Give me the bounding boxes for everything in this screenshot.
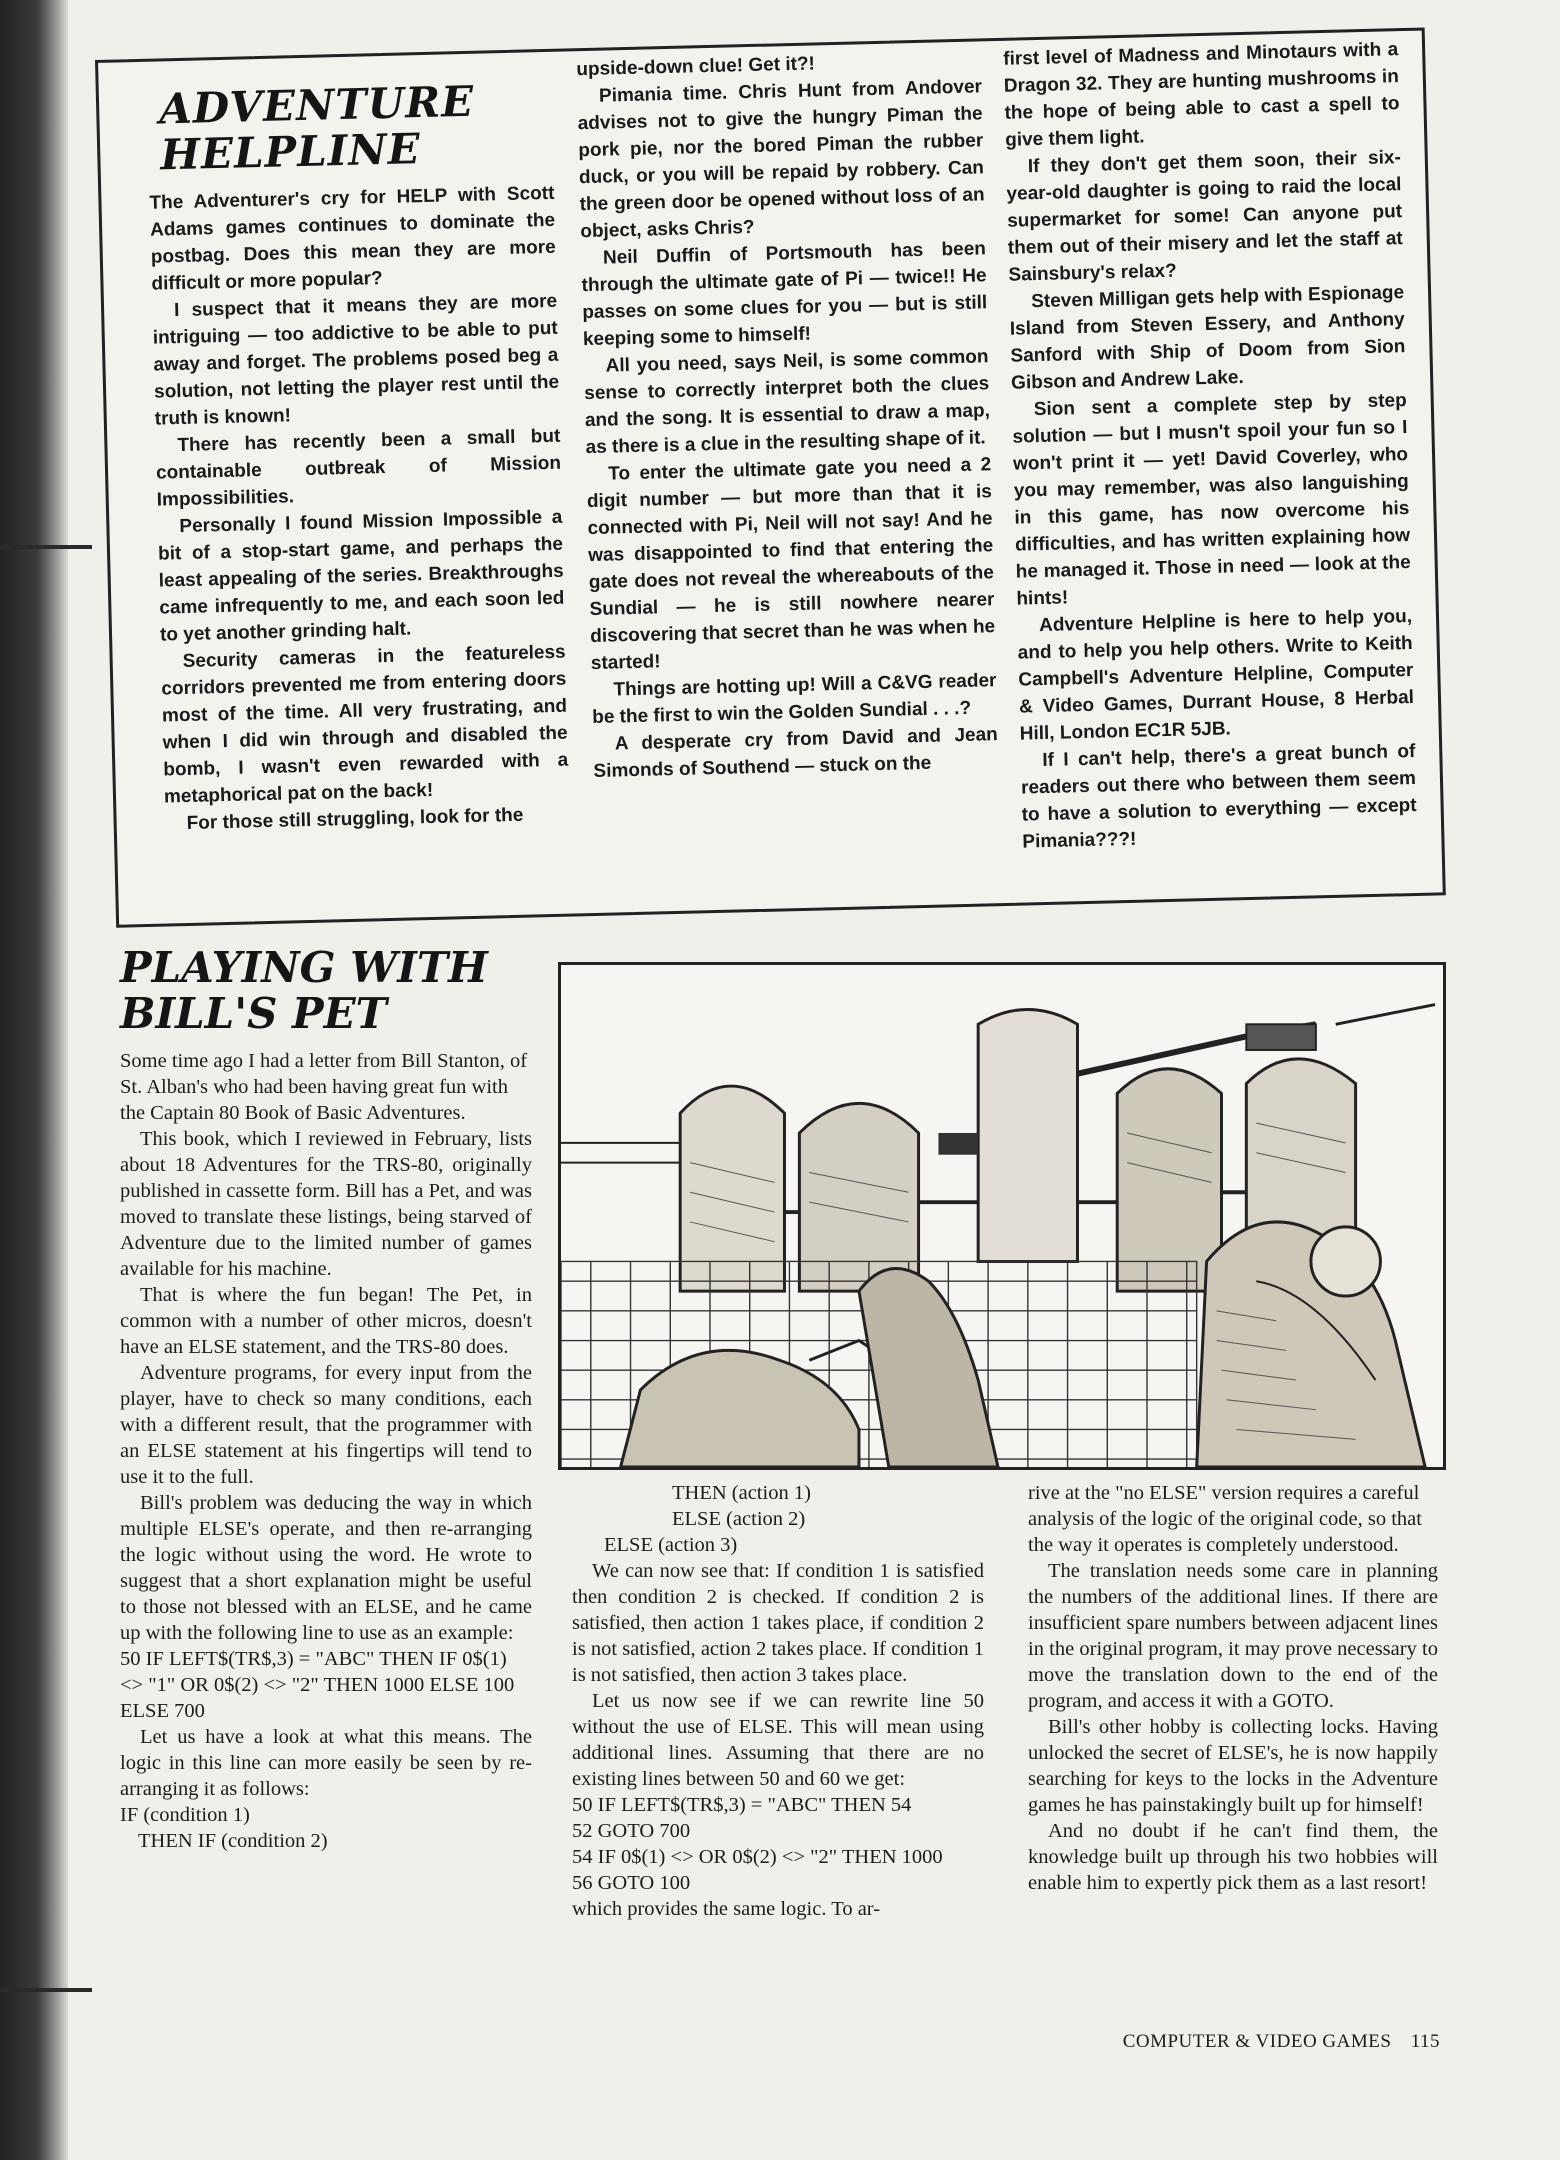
footer-magazine-name: COMPUTER & VIDEO GAMES [1122,2031,1392,2052]
paragraph: I suspect that it means they are more intriguing — too addictive to be able to put away and forget. The problems posed beg a solution, not letting the player rest until the truth is known! [152,290,560,430]
paragraph: We can now see that: If condition 1 is satisfied then condition 2 is checked. If condition 2 is satisfied, then action 1 takes place, if condition 2 is not satisfied, action 2 takes place. If condition 1 is not satisfied, then action 3 takes place. [572,1560,984,1686]
helpline-title-line2: HELPLINE [159,124,422,180]
paragraph: Pimania time. Chris Hunt from Andover advises not to give the hungry Piman the pork pie, nor the bored Piman the rubber duck, or you will be repaid by robbery. Can the green door be opened without loss of an object, asks Chris? [577,76,985,243]
paragraph: All you need, says Neil, is some common sense to correctly interpret both the clues and the song. It is essential to draw a map, as there is a clue in the resulting shape of it. [584,346,991,459]
paragraph: This book, which I reviewed in February, lists about 18 Adventures for the TRS-80, originally published in cassette form. Bill has a Pet, and was moved to translate these listings, being starved of Adventure due to the limited number of games available for his machine. [120,1128,532,1280]
paragraph: For those still struggling, look for the [186,804,524,834]
paragraph: Neil Duffin of Portsmouth has been through the ultimate gate of Pi — twice!! He passes on some clues for you — but is still keeping some to himself! [581,238,988,351]
paragraph: If I can't help, there's a great bunch of readers out there who between them seem to have a solution to everything — except Pimania???! [1020,740,1417,853]
code-line: THEN IF (condition 2) [138,1830,328,1852]
paragraph: upside-down clue! Get it?! [576,53,816,81]
paragraph: Some time ago I had a letter from Bill Stanton, of St. Alban's who had been having great fun with the Captain 80 Book of Basic Adventures. [120,1050,528,1124]
paragraph: The translation needs some care in planning the numbers of the additional lines. If there are insufficient spare numbers between adjacent lines in the original program, it may prove necessary to move the translation down to the end of the program, and access it with a GOTO. [1028,1560,1438,1712]
pet-column-1 [120,1048,532,1854]
helpline-title [158,76,476,180]
paragraph: A desperate cry from David and Jean Simonds of Southend — stuck on the [593,724,999,783]
code-line: 50 IF LEFT$(TR$,3) = "ABC" THEN IF 0$(1) <> "1" OR 0$(2) <> "2" THEN 1000 ELSE 100 ELSE 700 [120,1648,515,1722]
adventure-helpline-box [95,28,1446,928]
paragraph: which provides the same logic. To ar- [572,1898,881,1920]
code-line: ELSE (action 2) [672,1508,806,1530]
paragraph: That is where the fun began! The Pet, in common with a number of other micros, doesn't have an ELSE statement, and the TRS-80 does. [120,1284,532,1358]
paragraph: Adventure programs, for every input from the player, have to check so many conditions, each with a different result, that the programmer with an ELSE statement at his fingertips will tend to use it to the full. [120,1362,532,1488]
code-line: THEN (action 1) [672,1482,811,1504]
code-line: 56 GOTO 100 [572,1872,691,1894]
paragraph: first level of Madness and Minotaurs with a Dragon 32. They are hunting mushrooms in the hope of being able to cast a spell to give them light. [1002,39,1400,151]
paragraph: Adventure Helpline is here to help you, and to help you help others. Write to Keith Campbell's Adventure Helpline, Computer & Video Games, Durrant House, 8 Herbal Hill, London EC1R 5JB. [1017,605,1415,745]
paragraph: And no doubt if he can't find them, the knowledge built up through his two hobbies will enable him to expertly pick them as a last resort! [1028,1820,1438,1894]
paragraph: Steven Milligan gets help with Espionage Island from Steven Essery, and Anthony Sanford with Ship of Doom from Sion Gibson and Andrew Lake. [1009,282,1406,394]
paragraph: Sion sent a complete step by step solution — but I musn't spoil your fun so I won't print it — yet! David Coverley, who you may remember, was also languishing in this game, has now overcome his difficulties, and has written explaining how he managed it. Those in need — look at the hints! [1012,390,1411,610]
illustration-drawing [561,965,1443,1467]
code-line: 50 IF LEFT$(TR$,3) = "ABC" THEN 54 [572,1794,912,1816]
paragraph: The Adventurer's cry for HELP with Scott Adams games continues to dominate the postbag. Does this mean they are more difficult or more popular? [149,182,556,295]
paragraph: rive at the "no ELSE" version requires a careful analysis of the logic of the original code, so that the way it operates is completely understood. [1028,1482,1422,1556]
code-line: 54 IF 0$(1) <> OR 0$(2) <> "2" THEN 1000 [572,1846,943,1868]
code-line: 52 GOTO 700 [572,1820,691,1842]
paragraph: Things are hotting up! Will a C&VG reader be the first to win the Golden Sundial . . .? [591,670,997,729]
pet-column-2 [572,1480,984,1922]
paragraph: There has recently been a small but containable outbreak of Mission Impossibilities. [155,425,562,511]
paragraph: Security cameras in the featureless corridors prevented me from entering doors most of the time. All very frustrating, and when I did win through and disabled the bomb, I wasn't even rewarded with a metaphorical pat on the back! [161,641,569,808]
pet-column-3 [1028,1480,1438,1896]
helpline-title-line1: ADVENTURE [158,76,475,134]
bleed-rule-bottom [0,1988,92,1992]
bleed-rule-top [0,545,92,549]
pet-article-title [120,945,488,1037]
helpline-column-1 [149,180,570,838]
paragraph: Personally I found Mission Impossible a bit of a stop-start game, and perhaps the least appealing of the series. Breakthroughs came infrequently to me, and each soon led to yet another grinding halt. [157,506,565,646]
paragraph: If they don't get them soon, their six-year-old daughter is going to raid the local supermarket for some! Can anyone put them out of their misery and let the staff at Sainsbury's relax? [1006,147,1404,286]
scan-binding-shadow [0,0,68,2160]
code-line: IF (condition 1) [120,1804,250,1826]
robot-cartoon-illustration [558,962,1446,1470]
helpline-column-3 [1003,36,1418,855]
pet-title-line2: BILL'S PET [120,989,387,1038]
paragraph: Bill's problem was deducing the way in which multiple ELSE's operate, and then re-arranging the logic without using the word. He wrote to suggest that a short explanation might be useful to those not blessed with an ELSE, and he came up with the following line to use as an example: [120,1492,532,1644]
paragraph: Bill's other hobby is collecting locks. Having unlocked the secret of ELSE's, he is now happily searching for keys to the locks in the Adventure games he has painstakingly built up for himself! [1028,1716,1438,1816]
footer-page-number: 115 [1410,2031,1440,2052]
paragraph: Let us now see if we can rewrite line 50 without the use of ELSE. This will mean using additional lines. Assuming that there are no existing lines between 50 and 60 we get: [572,1690,984,1790]
page-footer [1109,2031,1440,2053]
paragraph: To enter the ultimate gate you need a 2 digit number — but more than that it is connected with Pi, Neil will not say! And he was disappointed to find that entering the gate does not reveal the whereabouts of the Sundial — he is still nowhere nearer discovering that secret than he was when he started! [586,454,996,675]
pet-title-line1: PLAYING WITH [120,943,488,992]
code-line: ELSE (action 3) [604,1534,738,1556]
helpline-column-2 [576,46,999,785]
paragraph: Let us have a look at what this means. The logic in this line can more easily be seen by re-arranging it as follows: [120,1726,532,1800]
